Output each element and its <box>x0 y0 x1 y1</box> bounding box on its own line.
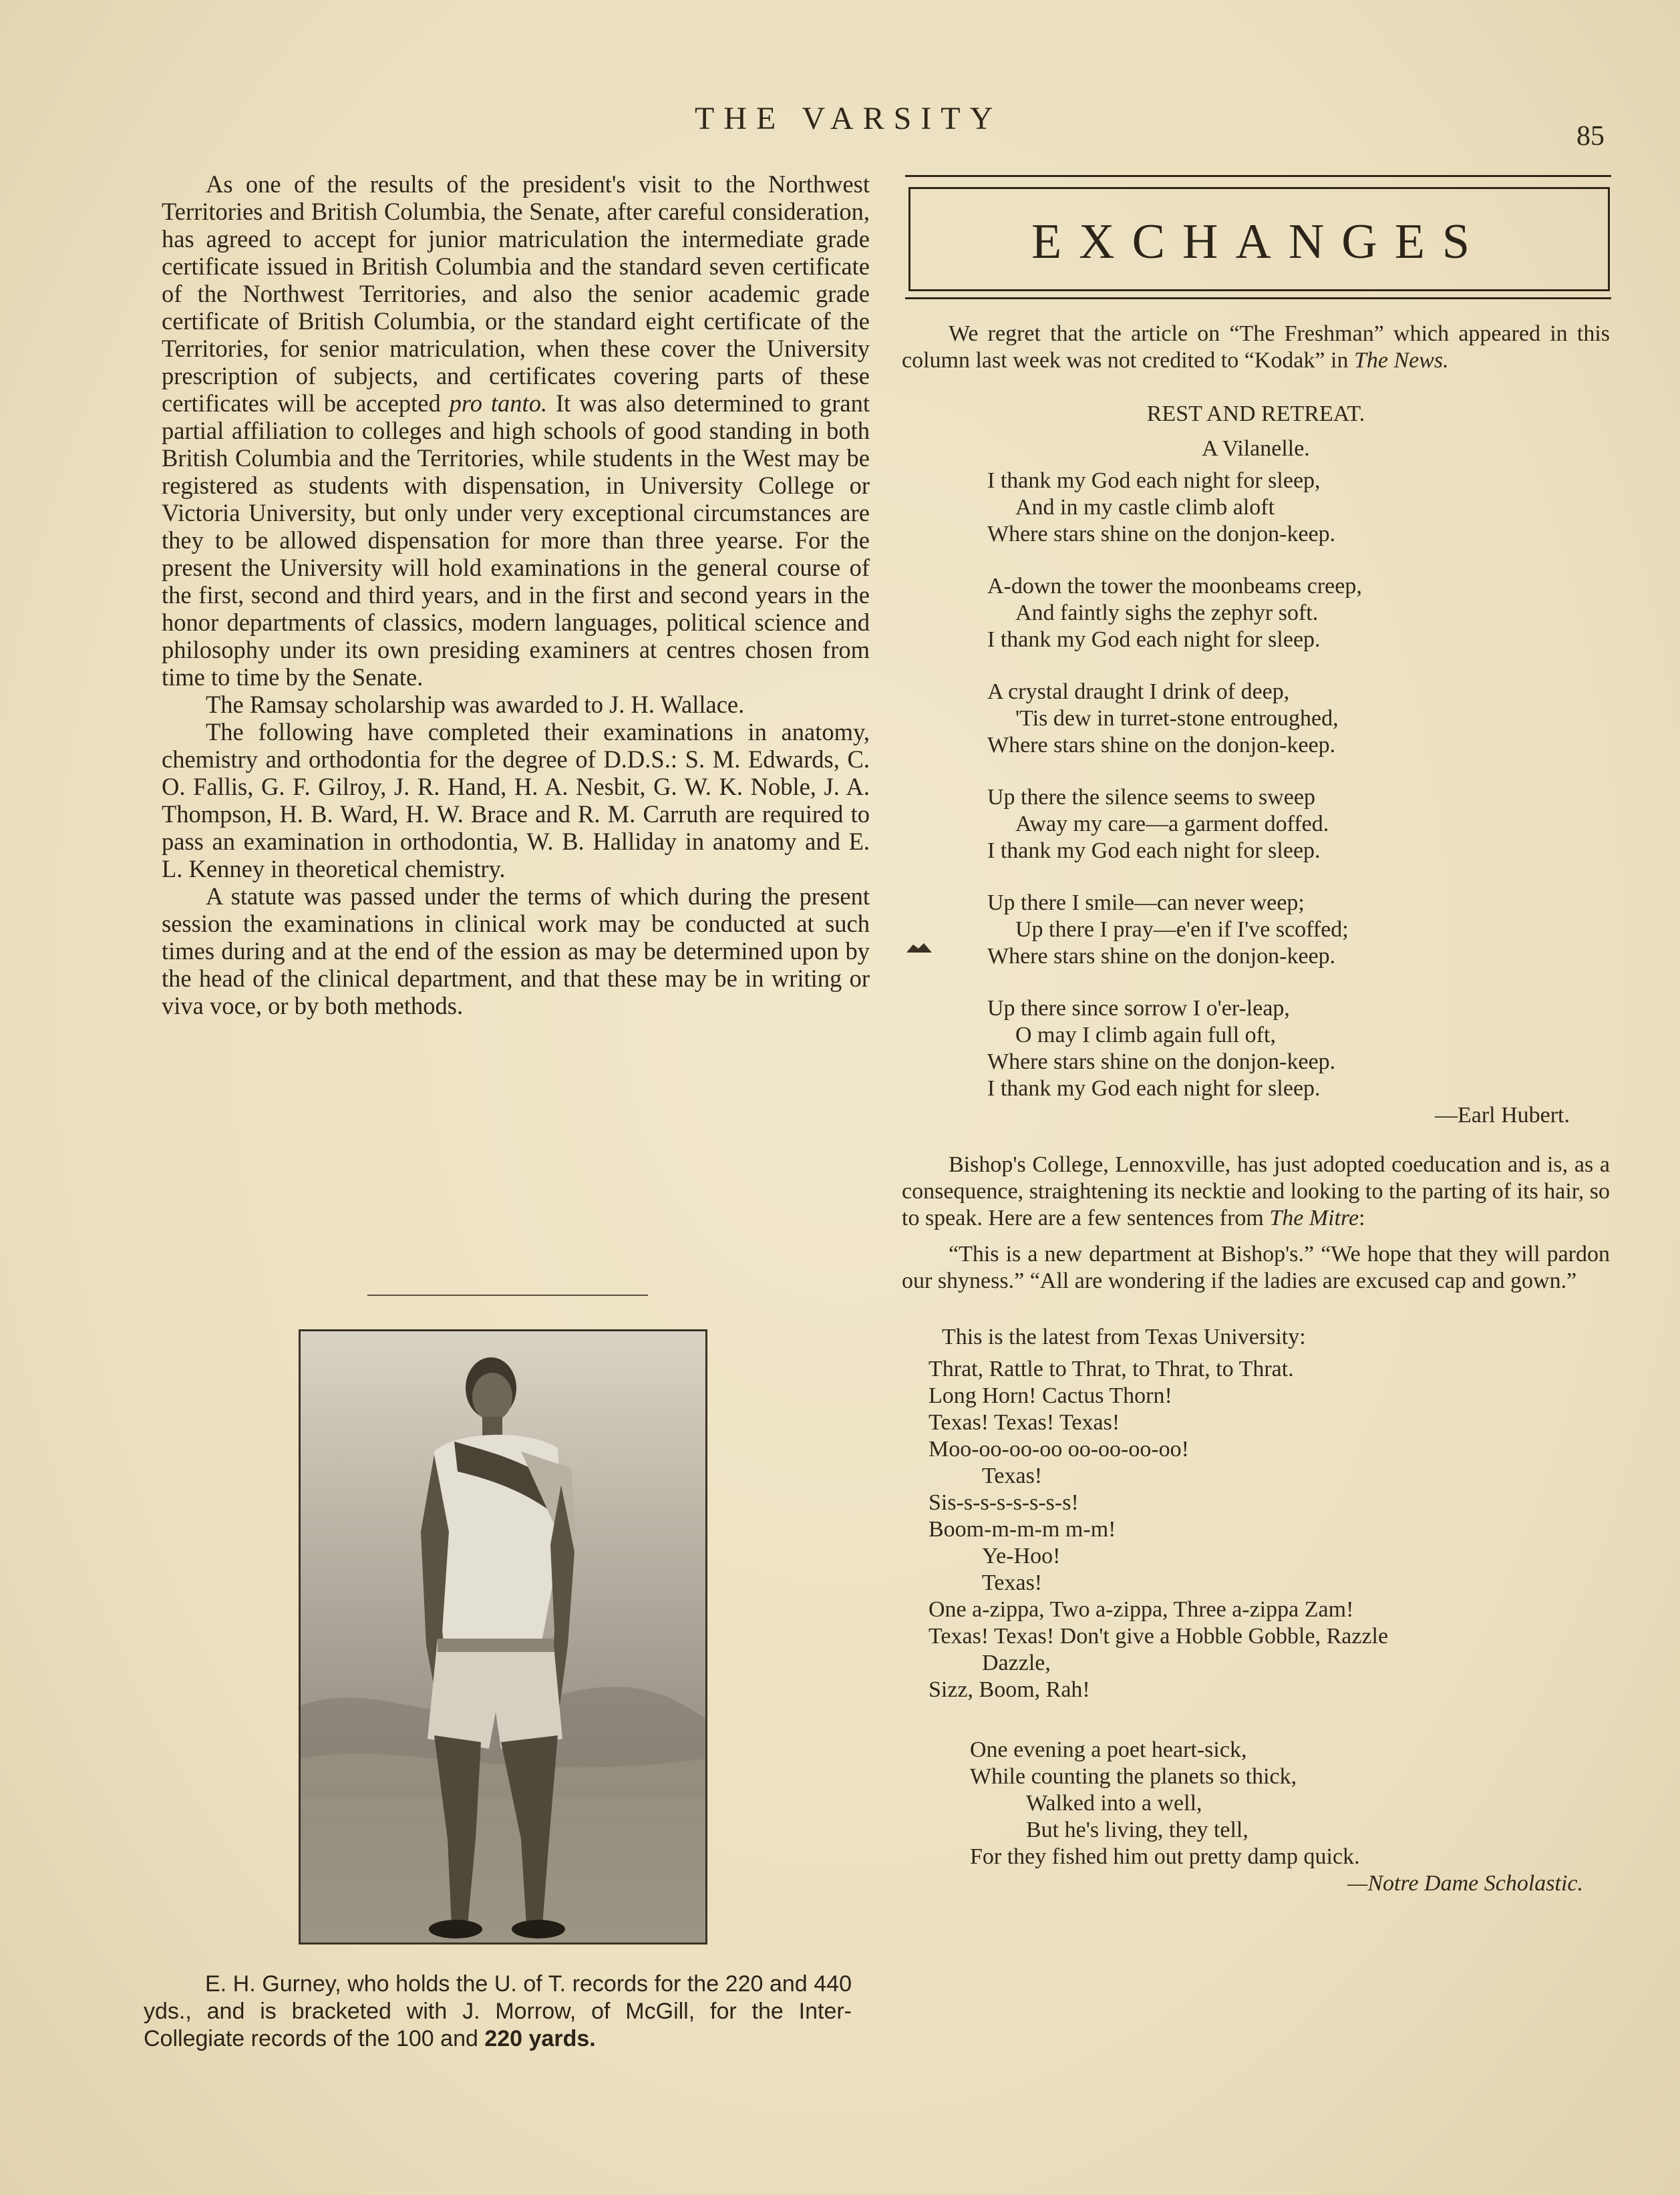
bishops-quote: “This is a new department at Bishop's.” “We hope that they will pardon our shyness.” “All are wondering if the ladies are excused cap and gown.” <box>902 1242 1610 1293</box>
limerick: One evening a poet heart-sick, While counting the planets so thick, Walked into a well, But he's living, they tell, For they fished him out pretty damp quick. <box>970 1737 1360 1869</box>
bishops-paragraph: Bishop's College, Lennoxville, has just adopted coeducation and is, as a consequence, straightening its necktie and looking to the parting of its hair, so to speak. Here are a few sentences from The Mitre: <box>902 1152 1610 1230</box>
poem-stanza: A crystal draught I drink of deep, 'Tis dew in turret-stone entroughed, Where stars shine on the donjon-keep. <box>987 679 1339 757</box>
villanelle <box>987 468 1610 1102</box>
senate-paragraph: As one of the results of the president's visit to the Northwest Territories and British Columbia, the Senate, after careful consideration, has agreed to accept for junior matriculation the intermediate grade certificate issued in British Columbia and the standard seven certificate of the Northwest Territories, and also the senior academic grade certificate of British Columbia, or the standard eight certificate of the Territories, for senior matriculation, when these cover the University prescription of subjects, and certificates covering parts of these certificates will be accepted pro tanto. It was also determined to grant partial affiliation to colleges and high schools of good standing in both British Columbia and the Territories, while students in the West may be registered as students with dispensation, in University College or Victoria University, but only under very exceptional circumstances are they to be allowed dispensation for more than three yearse. For the present the University will hold examinations in the general course of the first, second and third years, and in the first and second years in the honor departments of classics, modern languages, political science and philosophy under its own presiding examiners at centres chosen from time to time by the Senate. <box>162 170 870 691</box>
left-column <box>162 170 870 1019</box>
texas-yell: This is the latest from Texas University: Thrat, Rattle to Thrat, to Thrat, to Thrat. Long Horn! Cactus Thorn! Texas! Texas! Texas! Moo-oo-oo-oo oo-oo-oo-oo! Texas! Sis-s-s-s-s-s-s-s! Boom-m-m-m m-m! Ye-Hoo! Texas! One a-zippa, Two a-zippa, Three a-zippa Zam! Texas! Texas! Don't give a Hobble Gobble, Razzle Dazzle, Sizz, Boom, Rah! <box>929 1324 1610 1703</box>
ramsay-paragraph: The Ramsay scholarship was awarded to J. H. Wallace. <box>206 691 745 718</box>
poem-stanza: Up there the silence seems to sweep Away my care—a garment doffed. I thank my God each night for sleep. <box>987 785 1329 863</box>
latin-phrase: pro tanto. <box>449 389 548 417</box>
poem-title: REST AND RETREAT. <box>1146 401 1365 426</box>
page-number: 85 <box>1576 121 1605 152</box>
dds-paragraph: The following have completed their examinations in anatomy, chemistry and orthodontia for the degree of D.D.S.: S. M. Edwards, C. O. Fallis, G. F. Gilroy, J. R. Hand, H. A. Nesbit, G. W. K. Noble, J. A. Thompson, H. B. Ward, H. W. Brace and R. M. Carruth are required to pass an examination in orthodontia, W. B. Halliday in anatomy and E. L. Kenney in theoretical chemistry. <box>162 718 870 882</box>
poem-author: —Earl Hubert. <box>1434 1103 1570 1128</box>
poem-stanza: I thank my God each night for sleep, And in my castle climb aloft Where stars shine on the donjon-keep. <box>987 468 1336 546</box>
exchanges-heading: EXCHANGES <box>1031 214 1488 269</box>
running-title: THE VARSITY <box>695 101 1003 136</box>
athlete-photo <box>299 1329 707 1945</box>
poem-stanza: Up there I smile—can never weep; Up there I pray—e'en if I've scoffed; Where stars shine on the donjon-keep. <box>987 890 1349 969</box>
photo-caption: E. H. Gurney, who holds the U. of T. records for the 220 and 440 yds., and is bracketed with J. Morrow, of McGill, for the Inter-Collegiate records of the 100 and 220 yards. <box>144 1971 852 2051</box>
poem-stanza: Up there since sorrow I o'er-leap, O may I climb again full oft, Where stars shine on the donjon-keep. I thank my God each night for sleep. <box>987 996 1336 1101</box>
regret-note: We regret that the article on “The Freshman” which appeared in this column last week was not credited to “Kodak” in The News. <box>902 321 1610 373</box>
limerick-source: —Notre Dame Scholastic. <box>1347 1871 1583 1896</box>
right-column <box>902 321 1610 1897</box>
texas-intro: This is the latest from Texas University: <box>942 1325 1306 1349</box>
poem-subtitle: A Vilanelle. <box>1202 436 1310 461</box>
section-divider <box>367 1295 648 1296</box>
athlete-figure-illustration <box>301 1331 705 1943</box>
statute-paragraph: A statute was passed under the terms of which during the present session the examinations in clinical work may be conducted at such times during and at the end of the ession as may be determined upon by the head of the clinical department, and that these may be in writing or viva voce, or by both methods. <box>162 882 870 1019</box>
poem-stanza: A-down the tower the moonbeams creep, And faintly sighs the zephyr soft. I thank my God each night for sleep. <box>987 574 1362 652</box>
